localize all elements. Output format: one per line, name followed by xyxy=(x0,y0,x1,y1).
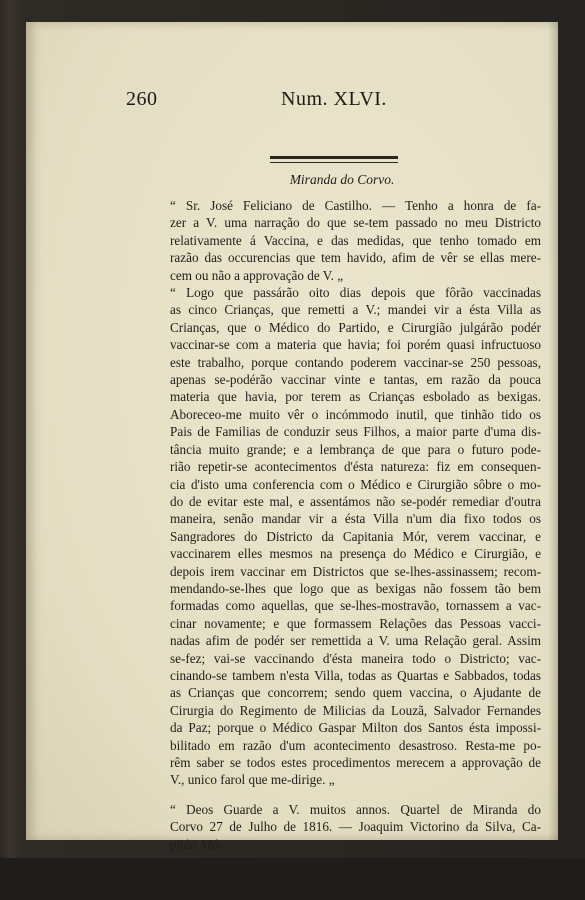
paragraph-letter-body xyxy=(136,284,541,789)
text-line: vaccinarem elles mesmos na presença do Médico e Cirurgião, e xyxy=(170,546,541,562)
text-line: rião repetir-se acontecimentos d'ésta natureza: fiz em consequen- xyxy=(170,459,541,475)
text-line: rêm saber se todos estes procedimentos merecem a approvação de xyxy=(170,755,541,770)
text-line: Sangradores do Districto da Capitania Mór, verem vaccinar, e xyxy=(170,528,541,544)
running-head: Num. XLVI. xyxy=(281,88,387,110)
body-text xyxy=(136,197,541,900)
text-line: Aboreceo-me muito vêr o incómmodo inutil, que tinhão tido os xyxy=(170,406,541,422)
text-line: as Crianças que concorrem; sendo quem vaccina, o Ajudante de xyxy=(170,685,541,701)
text-line: do de evitar este mal, e assentámos não se-podér remediar d'outra xyxy=(170,493,541,509)
text-line: materia que havia, por terem as Crianças esbolado as bexigas. xyxy=(170,389,541,405)
text-line: que recebi de V. com data de 27 do mez passado tenho que dizer- xyxy=(170,883,541,899)
text-line: da Paz; porque o Médico Gaspar Milton dos Santos ésta impossi- xyxy=(170,720,541,736)
section-title: Miranda do Corvo. xyxy=(289,172,395,187)
text-line: depois irem vaccinar em Districtos que se-lhes-assinassem; recom- xyxy=(170,563,541,579)
text-line: V., unico farol que me-dirige. „ xyxy=(170,772,335,788)
text-line: cia d'isto uma conferencia com o Médico e Cirurgião sôbre o mo- xyxy=(170,476,541,492)
text-line: cinando-se tambem n'esta Villa, todas as Quartas e Sabbados, todas xyxy=(170,667,541,683)
text-line: formadas como aquellas, que se-lhes-mostravão, tornassem a vac- xyxy=(170,598,541,614)
text-line: maneira, senão mandar vir a ésta Villa n'um dia fixo todos os xyxy=(170,511,541,527)
page-number: 260 xyxy=(126,88,158,110)
page-header xyxy=(26,88,558,116)
text-line: nadas afim de podér ser remettida a V. uma Relação geral. Assim xyxy=(170,633,541,649)
text-line: vaccinar-se com a materia que havia; foi porém quasi infructuoso xyxy=(170,337,541,353)
text-line: se-fez; vai-se vaccinando d'ésta maneira todo o Districto; vac- xyxy=(170,650,541,666)
text-line: zer a V. uma narração do que se-tem passado no meu Districto xyxy=(170,215,541,231)
text-line: “ Sr. José Feliciano de Castilho. — Tenho a honra de fa- xyxy=(170,198,541,213)
text-line: as cinco Crianças, que remetti a V.; mandei vir a ésta Villa as xyxy=(170,302,541,318)
text-line: relativamente á Vaccina, e das medidas, que tenho tomado em xyxy=(170,232,541,248)
text-line: pitão Mór. „ xyxy=(170,836,236,852)
text-line: tância muito grande; e a lembrança de que para o futuro pode- xyxy=(170,441,541,457)
book-page xyxy=(26,22,558,899)
text-line: Crianças, que o Médico do Partido, e Cirurgião julgárão podér xyxy=(170,319,541,335)
paragraph-reply xyxy=(136,865,541,900)
text-line: cinar novamente; e que formassem Relações das Pessoas vacci- xyxy=(170,615,541,631)
text-line: “ Deos Guarde a V. muitos annos. Quartel de Miranda do xyxy=(170,801,541,817)
paragraph-closing xyxy=(136,801,541,853)
text-line: apenas se-podérão vaccinar vinte e tantas, em razão da pouca xyxy=(170,372,541,388)
text-line: cem ou não a approvação de V. „ xyxy=(170,267,344,283)
header-rule-thick xyxy=(270,156,398,159)
text-line: Corvo 27 de Julho de 1816. — Joaquim Victorino da Silva, Ca- xyxy=(170,819,541,835)
text-line: Pais de Familias de conduzir seus Filhos, a maior parte d'uma dis- xyxy=(170,424,541,440)
text-line: este trabalho, porque contando poderem vaccinar-se 250 pessoas, xyxy=(170,354,541,370)
text-line: razão das occurencias que tem havido, afim de vêr se ellas mere- xyxy=(170,250,541,266)
text-line: mendando-se-lhes que logo que as bexigas não fossem tão bem xyxy=(170,580,541,596)
page-edge-shadow xyxy=(548,22,558,840)
header-rule-thin xyxy=(270,162,398,163)
text-line: “ Sr. Joaquim Victorino da Silva. — Em resposta á Carta xyxy=(170,866,541,882)
text-line: Cirurgia do Regimento de Milicias da Louzã, Salvador Fernandes xyxy=(170,702,541,718)
text-line: bilitado em razão d'um acontecimento desastroso. Resta-me po- xyxy=(170,737,541,753)
text-line: “ Logo que passárão oito dias depois que fôrão vaccinadas xyxy=(170,285,541,301)
paragraph-letter-intro xyxy=(136,197,541,284)
